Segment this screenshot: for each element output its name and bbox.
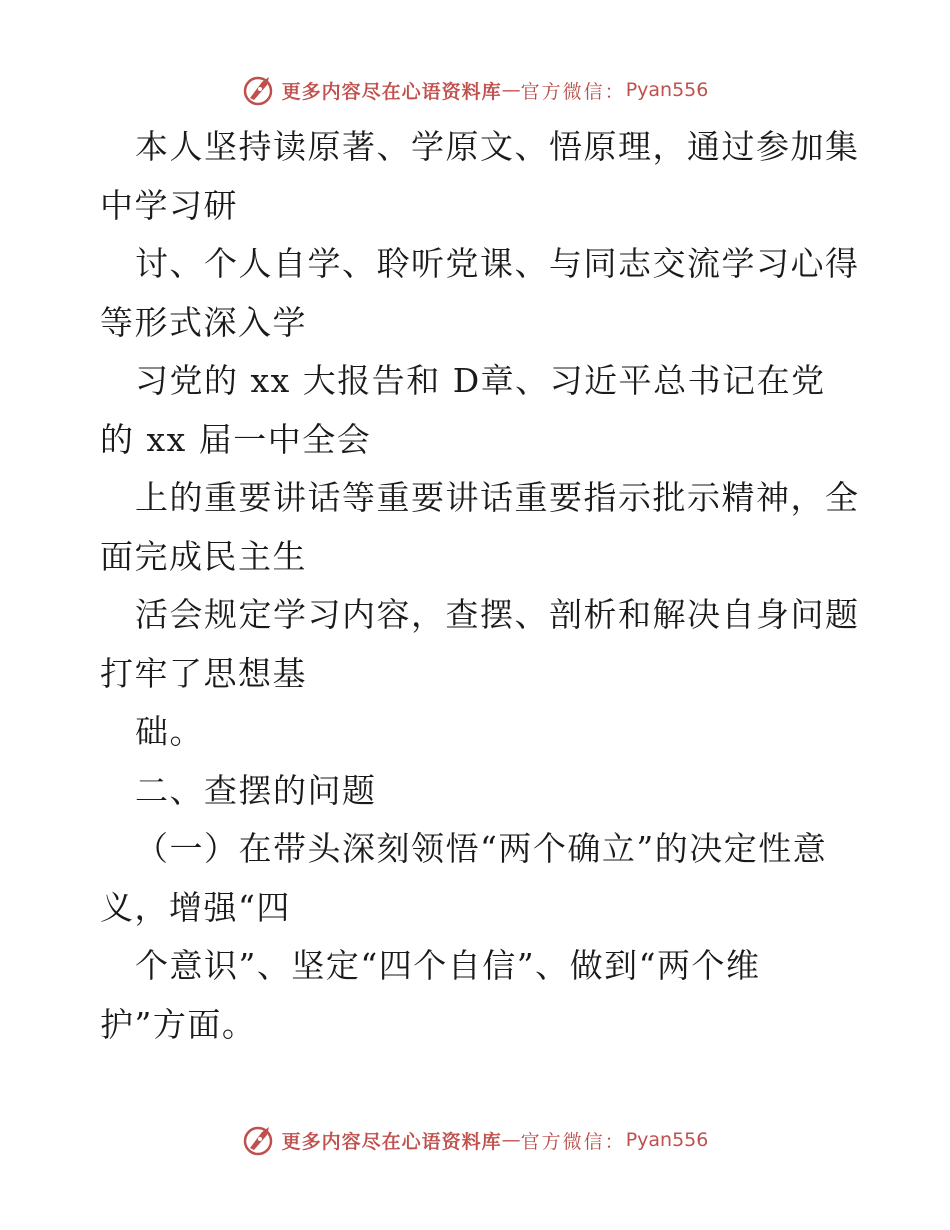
paragraph-line: 础。 (135, 712, 204, 751)
banner-dash: — (501, 1129, 521, 1151)
paragraph-line: 护”方面。 (100, 1004, 257, 1044)
paragraph-line: 活会规定学习内容，查摆、剖析和解决自身问题 (135, 595, 860, 634)
pen-nib-logo-icon (242, 72, 278, 108)
paragraph-line: 本人坚持读原著、学原文、悟原理，通过参加集 (135, 127, 860, 166)
footer-banner (0, 1120, 950, 1160)
paragraph-line: 面完成民主生 (100, 536, 307, 576)
paragraph-line: （一）在带头深刻领悟“两个确立”的决定性意 (135, 829, 828, 868)
paragraph-line: 中学习研 (100, 185, 238, 225)
banner-wechat-id: Pyan556 (625, 79, 709, 101)
banner-brand: 更多内容尽在心语资料库 (281, 1130, 502, 1153)
paragraph-line: 习党的 xx 大报告和 D章、习近平总书记在党 (135, 361, 826, 400)
banner-dash: — (501, 79, 521, 101)
banner-official-label: 官方微信： (520, 80, 626, 103)
paragraph-line: 打牢了思想基 (100, 653, 307, 693)
paragraph-line: 讨、个人自学、聆听党课、与同志交流学习心得 (135, 244, 860, 283)
pen-nib-logo-icon (242, 1122, 278, 1158)
banner-brand: 更多内容尽在心语资料库 (281, 80, 502, 103)
paragraph-line: 义，增强“四 (100, 887, 291, 927)
document-body (100, 118, 860, 1054)
paragraph-line: 的 xx 届一中全会 (100, 419, 372, 459)
paragraph-line: 个意识”、坚定“四个自信”、做到“两个维 (135, 946, 761, 985)
banner-official-label: 官方微信： (520, 1130, 626, 1153)
paragraph-line: 上的重要讲话等重要讲话重要指示批示精神，全 (135, 478, 860, 517)
paragraph-line: 等形式深入学 (100, 302, 307, 342)
banner-wechat-id: Pyan556 (625, 1129, 709, 1151)
section-heading: 二、查摆的问题 (135, 770, 377, 810)
header-banner (0, 70, 950, 110)
